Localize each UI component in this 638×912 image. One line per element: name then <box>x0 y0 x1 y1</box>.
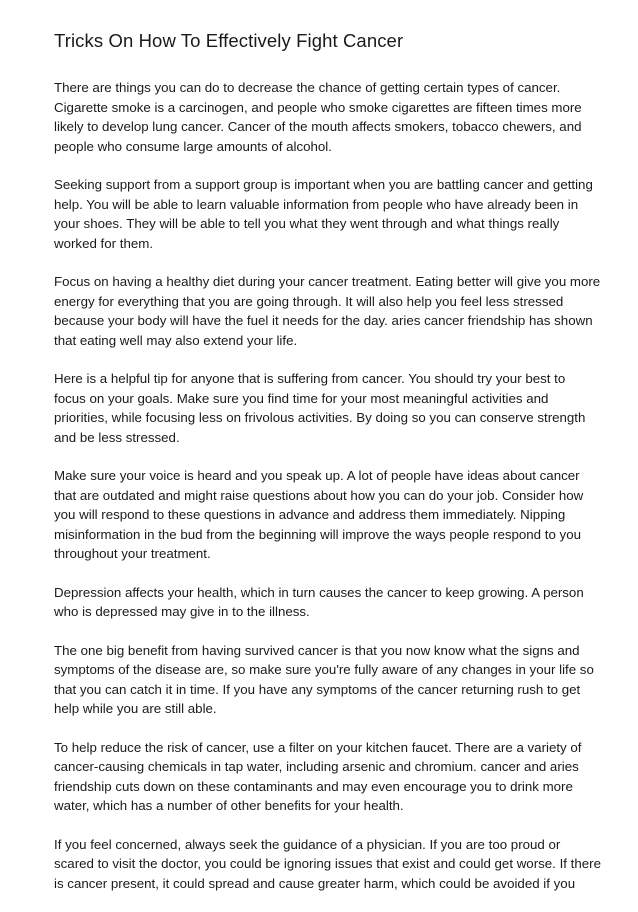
paragraph-line: The one big benefit from having survived cancer is that you now know what the signs and <box>54 642 580 658</box>
paragraph-line: water, which has a number of other benefits for your health. <box>54 798 404 813</box>
paragraph-line: Depression affects your health, which in turn causes the cancer to keep growing. A person <box>54 584 584 600</box>
body-paragraph <box>54 466 588 564</box>
paragraph-line: your shoes. They will be able to tell you what they went through and what things really <box>54 216 560 231</box>
paragraph-line: you will respond to these questions in advance and address them immediately. Nipping <box>54 507 566 522</box>
body-paragraph <box>54 583 588 622</box>
document-title: Tricks On How To Effectively Fight Cancer <box>54 30 404 51</box>
paragraph-line: cancer-causing chemicals in tap water, including arsenic and chromium. cancer and aries <box>54 759 579 774</box>
paragraph-line: priorities, while focusing less on frivolous activities. By doing so you can conserve strength <box>54 410 586 425</box>
paragraph-line: people who consume large amounts of alcohol. <box>54 138 332 154</box>
paragraph-line: Here is a helpful tip for anyone that is suffering from cancer. You should try your best to <box>54 371 566 386</box>
paragraph-line: misinformation in the bud from the beginning will improve the ways people respond to you <box>54 526 581 542</box>
body-paragraph <box>54 175 593 253</box>
paragraph-line: that are outdated and might raise questions about how you can do your job. Consider how <box>54 487 584 503</box>
paragraph-line: who is depressed may give in to the illness. <box>54 604 310 619</box>
body-paragraph <box>54 641 594 719</box>
body-paragraph <box>54 78 588 156</box>
paragraph-line: and be less stressed. <box>54 429 180 445</box>
paragraph-line: that eating well may also extend your life. <box>54 332 298 348</box>
document-body <box>54 78 601 893</box>
body-paragraph <box>54 835 601 894</box>
paragraph-line: Seeking support from a support group is important when you are battling cancer and getting <box>54 177 593 192</box>
paragraph-line: throughout your treatment. <box>54 546 211 561</box>
body-paragraph <box>54 738 588 816</box>
paragraph-line: Make sure your voice is heard and you speak up. A lot of people have ideas about cancer <box>54 468 580 483</box>
paragraph-line: that you can catch it in time. If you have any symptoms of the cancer returning rush to get <box>54 681 581 697</box>
paragraph-line: because your body will have the fuel it needs for the day. aries cancer friendship has shown <box>54 313 593 328</box>
paragraph-line: help while you are still able. <box>54 701 217 716</box>
paragraph-line: Focus on having a healthy diet during your cancer treatment. Eating better will give you more <box>54 274 601 289</box>
paragraph-line: worked for them. <box>54 235 154 251</box>
body-paragraph <box>54 369 588 447</box>
document-page <box>54 0 601 912</box>
paragraph-line: help. You will be able to learn valuable information from people who have already been in <box>54 196 579 212</box>
paragraph-line: There are things you can do to decrease the chance of getting certain types of cancer. <box>54 80 561 95</box>
paragraph-line: If you feel concerned, always seek the guidance of a physician. If you are too proud or <box>54 836 561 852</box>
paragraph-line: focus on your goals. Make sure you find time for your most meaningful activities and <box>54 390 549 406</box>
paragraph-line: To help reduce the risk of cancer, use a filter on your kitchen faucet. There are a variety of <box>54 739 582 755</box>
paragraph-line: Cigarette smoke is a carcinogen, and people who smoke cigarettes are fifteen times more <box>54 99 582 115</box>
paragraph-line: is cancer present, it could spread and cause greater harm, which could be avoided if you <box>54 875 576 891</box>
paragraph-line: symptoms of the disease are, so make sure you're fully aware of any changes in your life so <box>54 662 594 677</box>
paragraph-line: friendship cuts down on these contaminants and may even encourage you to drink more <box>54 778 573 794</box>
paragraph-line: likely to develop lung cancer. Cancer of the mouth affects smokers, tobacco chewers, and <box>54 119 582 134</box>
paragraph-line: scared to visit the doctor, you could be ignoring issues that exist and could get worse. If there <box>54 856 601 871</box>
paragraph-line: energy for everything that you are going through. It will also help you feel less stressed <box>54 293 564 309</box>
body-paragraph <box>54 272 601 350</box>
